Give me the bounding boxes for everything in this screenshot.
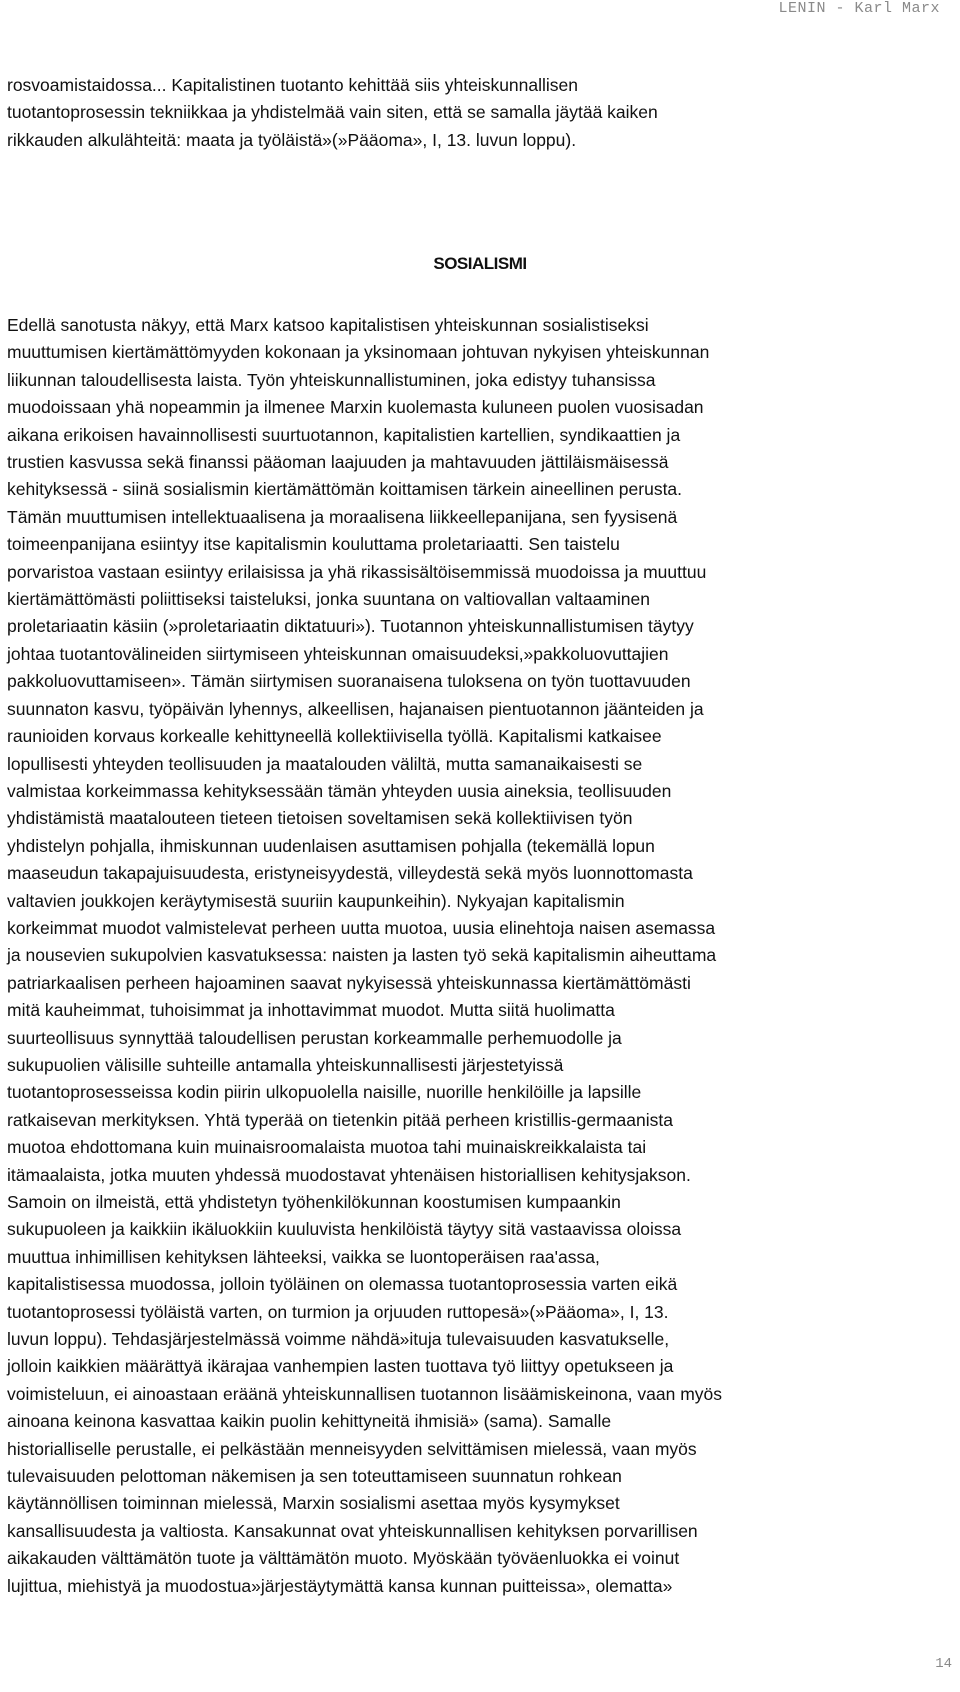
text-line: muuttua inhimillisen kehityksen lähteeksi, vaikka se luontoperäisen raa'assa, <box>7 1246 600 1267</box>
text-line: trustien kasvussa sekä finanssi pääoman laajuuden ja mahtavuuden jättiläismäisessä <box>7 452 669 473</box>
text-line: kehityksessä - siinä sosialismin kiertämättömän koittamisen tärkein aineellinen perusta. <box>7 479 683 500</box>
text-line: aikana erikoisen havainnollisesti suurtuotannon, kapitalistien kartellien, syndikaattien ja <box>7 424 681 445</box>
text-line: kansallisuudesta ja valtiosta. Kansakunnat ovat yhteiskunnallisen kehityksen porvarillisen <box>7 1520 698 1541</box>
text-line: aikakauden välttämätön tuote ja välttämätön muoto. Myöskään työväenluokka ei voinut <box>7 1548 680 1569</box>
text-line: toimeenpanijana esiintyy itse kapitalismin kouluttama proletariaatti. Sen taistelu <box>7 534 620 555</box>
text-line: suunnaton kasvu, työpäivän lyhennys, alkeellisen, hajanaisen pientuotannon jäänteiden ja <box>7 698 704 719</box>
text-line: luvun loppu). Tehdasjärjestelmässä voimme nähdä»ituja tulevaisuuden kasvatukselle, <box>7 1329 670 1350</box>
text-line: tuotantoprosesseissa kodin piirin ulkopuolella naisille, nuorille henkilöille ja lapsille <box>7 1082 642 1103</box>
text-line: Samoin on ilmeistä, että yhdistetyn työhenkilökunnan koostumisen kumpaankin <box>7 1192 621 1212</box>
text-line: mitä kauheimmat, tuhoisimmat ja inhottavimmat muodot. Mutta siitä huolimatta <box>7 1000 615 1021</box>
section-heading: SOSIALISMI <box>433 254 527 273</box>
text-line: rosvoamistaidossa... Kapitalistinen tuotanto kehittää siis yhteiskunnallisen <box>7 75 579 95</box>
text-line: tuotantoprosessi työläistä varten, on turmion ja orjuuden ruttopesä»(»Pääoma», I, 13. <box>7 1301 669 1322</box>
intro-paragraph <box>7 72 952 154</box>
text-line: yhdistämistä maatalouteen tieteen tietoisen soveltamisen sekä kollektiivisen työn <box>7 808 633 829</box>
text-line: pakkoluovuttamiseen». Tämän siirtymisen suoranaisena tuloksena on työn tuottavuuden <box>7 671 691 692</box>
text-line: muodoissaan yhä nopeammin ja ilmenee Marxin kuolemasta kuluneen puolen vuosisadan <box>7 397 704 418</box>
text-line: kiertämättömästi poliittiseksi taisteluksi, jonka suuntana on valtiovallan valtaaminen <box>7 589 650 610</box>
running-header: LENIN - Karl Marx <box>778 0 940 17</box>
text-line: korkeimmat muodot valmistelevat perheen uutta muotoa, uusia elinehtoja naisen asemassa <box>7 917 716 938</box>
text-line: ja nousevien sukupolvien kasvatuksessa: naisten ja lasten työ sekä kapitalismin aiheuttama <box>7 945 717 966</box>
text-line: johtaa tuotantovälineiden siirtymiseen yhteiskunnan omaisuudeksi,»pakkoluovuttajien <box>7 643 669 664</box>
text-line: rikkauden alkulähteitä: maata ja työläistä»(»Pääoma», I, 13. luvun loppu). <box>7 129 577 150</box>
text-line: porvaristoa vastaan esiintyy erilaisissa ja yhä rikassisältöisemmissä muodoissa ja muuttuu <box>7 561 707 582</box>
body-paragraph <box>7 312 952 1600</box>
text-line: voimisteluun, ei ainoastaan eräänä yhteiskunnallisen tuotannon lisäämiskeinona, vaan myös <box>7 1383 723 1404</box>
text-line: Edellä sanotusta näkyy, että Marx katsoo kapitalistisen yhteiskunnan sosialistiseksi <box>7 315 649 335</box>
text-line: sukupuolien välisille suhteille antamalla yhteiskunnallisesti järjestetyissä <box>7 1054 564 1075</box>
text-line: suurteollisuus synnyttää taloudellisen perustan korkeammalle perhemuodolle ja <box>7 1027 622 1048</box>
text-line: Tämän muuttumisen intellektuaalisena ja moraalisena liikkeellepanijana, sen fyysisenä <box>7 506 678 527</box>
text-line: lujittua, miehistyä ja muodostua»järjestäytymättä kansa kunnan puitteissa», olematta» <box>7 1575 673 1596</box>
text-line: raunioiden korvaus korkealle kehittyneellä kollektiivisella työllä. Kapitalismi katkaisee <box>7 726 662 747</box>
text-line: käytännöllisen toiminnan mielessä, Marxin sosialismi asettaa myös kysymykset <box>7 1493 620 1514</box>
text-line: jolloin kaikkien määrättyä ikärajaa vanhempien lasten tuottava työ liittyy opetukseen ja <box>7 1356 674 1377</box>
text-line: maaseudun takapajuisuudesta, eristyneisyydestä, villeydestä sekä myös luonnottomasta <box>7 863 693 884</box>
text-line: sukupuoleen ja kaikkiin ikäluokkiin kuuluvista henkilöistä täytyy sitä vastaavissa oloissa <box>7 1219 682 1240</box>
text-line: patriarkaalisen perheen hajoaminen saavat nykyisessä yhteiskunnassa kiertämättömästi <box>7 972 691 993</box>
text-line: liikunnan taloudellisesta laista. Työn yhteiskunnallistuminen, joka edistyy tuhansissa <box>7 369 656 390</box>
text-line: itämaalaista, jotka muuten yhdessä muodostavat yhtenäisen historiallisen kehitysjakson. <box>7 1164 691 1185</box>
text-line: muotoa ehdottomana kuin muinaisroomalaista muotoa tahi muinaiskreikkalaista tai <box>7 1137 647 1158</box>
text-line: yhdistelyn pohjalla, ihmiskunnan uudenlaisen asuttamisen pohjalla (tekemällä lopun <box>7 835 655 856</box>
text-line: valmistaa korkeimmassa kehityksessään tämän yhteyden uusia aineksia, teollisuuden <box>7 780 672 801</box>
text-line: historialliselle perustalle, ei pelkästään menneisyyden selvittämisen mielessä, vaan myös <box>7 1438 697 1459</box>
text-line: ainoana keinona kasvattaa kaikin puolin kehittyneitä ihmisiä» (sama). Samalle <box>7 1411 612 1432</box>
text-line: muuttumisen kiertämättömyyden kokonaan ja yksinomaan johtuvan nykyisen yhteiskunnan <box>7 342 710 363</box>
text-line: valtavien joukkojen keräytymisestä suuriin kaupunkeihin). Nykyajan kapitalismin <box>7 890 625 911</box>
text-line: tulevaisuuden pelottoman näkemisen ja sen toteuttamiseen suunnatun rohkean <box>7 1466 622 1487</box>
text-line: ratkaisevan merkityksen. Yhtä typerää on tietenkin pitää perheen kristillis-germaanista <box>7 1109 673 1130</box>
text-line: proletariaatin käsiin (»proletariaatin diktatuuri»). Tuotannon yhteiskunnallistumisen täytyy <box>7 616 694 637</box>
text-line: kapitalistisessa muodossa, jolloin työläinen on olemassa tuotantoprosessia varten eikä <box>7 1274 678 1295</box>
page-number: 14 <box>935 1656 952 1672</box>
text-line: tuotantoprosessin tekniikkaa ja yhdistelmää vain siten, että se samalla jäytää kaiken <box>7 102 658 123</box>
text-line: lopullisesti yhteyden teollisuuden ja maatalouden väliltä, mutta samanaikaisesti se <box>7 753 643 774</box>
